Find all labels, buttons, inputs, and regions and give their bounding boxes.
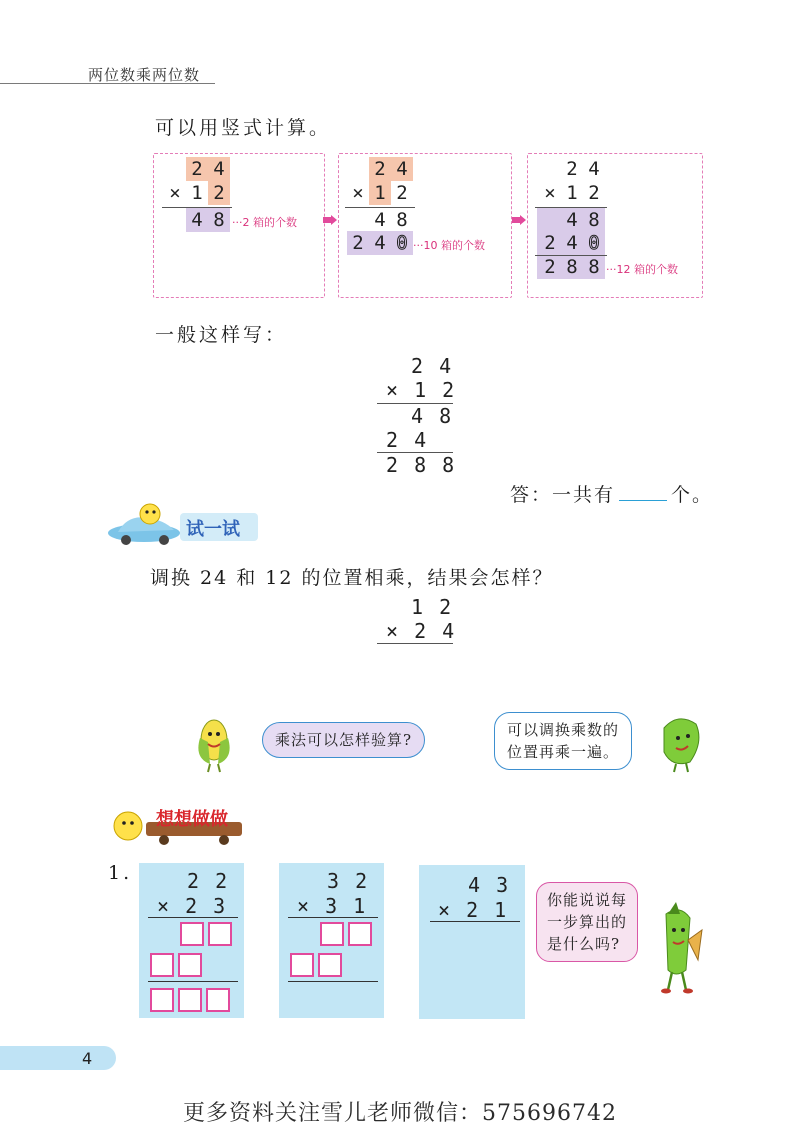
try-title: 试一试 [186,519,240,540]
step3-partial-digit: 8 [588,209,600,231]
answer-box[interactable] [348,922,372,946]
step3-result-digit: 8 [588,256,600,278]
practice-speech-bubble [536,882,638,962]
step3-result-digit: 8 [566,256,578,278]
step2-partial2-digit: 2 [347,231,369,255]
arrow-right-icon [323,215,337,225]
answer-box[interactable] [150,953,174,977]
step2-note: ···10 箱的个数 [413,239,485,252]
step3-partial2-digit: 2 [544,232,556,254]
p1-bottom: × 2 3 [157,894,228,918]
practice-number: 1. [108,862,133,884]
p2-top: 3 2 [327,869,370,893]
general-line4: 2 4 [386,428,429,452]
p1-top: 2 2 [187,869,230,893]
footer-text: 更多资料关注雪儿老师微信：575696742 [183,1101,617,1126]
step3-times-sign: × [544,182,556,204]
step1-bottom-digit: 2 [208,181,230,205]
p3-bottom: × 2 1 [438,898,509,922]
step1-top-digit: 2 [186,157,208,181]
step3-partial2-digit: 0 [588,232,600,254]
left-bubble-text: 乘法可以怎样验算? [275,731,413,749]
practice-bubble-line3: 是什么吗? [547,935,621,953]
p1-rule2 [148,981,238,982]
step1-partial-digit: 8 [208,208,230,232]
p2-answer-row1 [320,922,372,946]
answer-box[interactable] [180,922,204,946]
answer-box[interactable] [208,922,232,946]
answer-prefix: 答：一共有 [510,484,616,506]
try-question: 调换 24 和 12 的位置相乘，结果会怎样？ [150,567,554,589]
step3-partial2-digit: 4 [566,232,578,254]
p2-rule2 [288,981,378,982]
step2-bottom-digit: 1 [369,181,391,205]
answer-suffix: 个。 [671,484,714,506]
header-divider [0,83,215,84]
step3-bottom-digit: 2 [588,182,600,204]
practice-bubble-line1: 你能说说每 [547,891,628,909]
general-line5: 2 8 8 [386,453,457,477]
right-bubble-line1: 可以调换乘数的 [507,721,620,739]
p1-answer-row3 [150,988,230,1012]
step3-note: ···12 箱的个数 [606,263,678,276]
answer-box[interactable] [320,922,344,946]
car-mascot-icon [104,500,184,546]
arrow-right-icon [512,215,526,225]
answer-box[interactable] [178,988,202,1012]
page-number-tab [0,1046,116,1070]
p1-answer-row1 [180,922,232,946]
step1-times-sign: × [169,182,181,204]
general-label: 一般这样写： [155,324,288,346]
green-mascot-icon [646,900,708,996]
p2-answer-row2 [290,953,342,977]
step2-partial2-digit: 0 [391,231,413,255]
try-line2: × 2 4 [386,619,457,643]
page-number: 4 [82,1049,93,1068]
general-line3: 4 8 [411,404,454,428]
left-speech-bubble [262,722,425,758]
step3-bottom-digit: 1 [566,182,578,204]
try-rule [377,643,453,644]
p2-rule1 [288,917,378,918]
step3-top-digit: 2 [566,158,578,180]
practice-title: 想想做做 [156,809,228,830]
try-line1: 1 2 [411,595,454,619]
step2-top-digit: 4 [391,157,413,181]
p2-bottom: × 3 1 [297,894,368,918]
step2-bottom-digit: 2 [396,182,408,204]
answer-line [510,480,713,507]
step2-partial-digit: 4 [374,209,386,231]
p1-rule1 [148,917,238,918]
p3-rule1 [430,921,520,922]
step3-partial-digit: 4 [566,209,578,231]
step1-note: ···2 箱的个数 [232,216,297,229]
p3-top: 4 3 [468,873,511,897]
right-bubble-line2: 位置再乘一遍。 [507,743,620,761]
answer-blank[interactable] [619,482,667,501]
step2-partial-digit: 8 [396,209,408,231]
practice-bubble-line2: 一步算出的 [547,913,628,931]
p1-answer-row2 [150,953,202,977]
answer-box[interactable] [178,953,202,977]
step2-top-digit: 2 [369,157,391,181]
corn-mascot-icon [186,708,246,774]
intro-text: 可以用竖式计算。 [155,117,332,139]
step3-result-digit: 2 [544,256,556,278]
step1-partial-digit: 4 [186,208,208,232]
step-box-2 [338,153,512,298]
step2-times-sign: × [352,182,364,204]
answer-box[interactable] [150,988,174,1012]
step1-bottom-digit: 1 [191,182,203,204]
right-speech-bubble [494,712,632,770]
general-line2: × 1 2 [386,378,457,402]
step1-top-digit: 4 [208,157,230,181]
green-mascot-icon [650,708,708,774]
answer-box[interactable] [318,953,342,977]
step2-partial2-digit: 4 [369,231,391,255]
answer-box[interactable] [290,953,314,977]
answer-box[interactable] [206,988,230,1012]
general-line1: 2 4 [411,354,454,378]
page-header-title: 两位数乘两位数 [88,66,201,84]
step3-top-digit: 4 [588,158,600,180]
